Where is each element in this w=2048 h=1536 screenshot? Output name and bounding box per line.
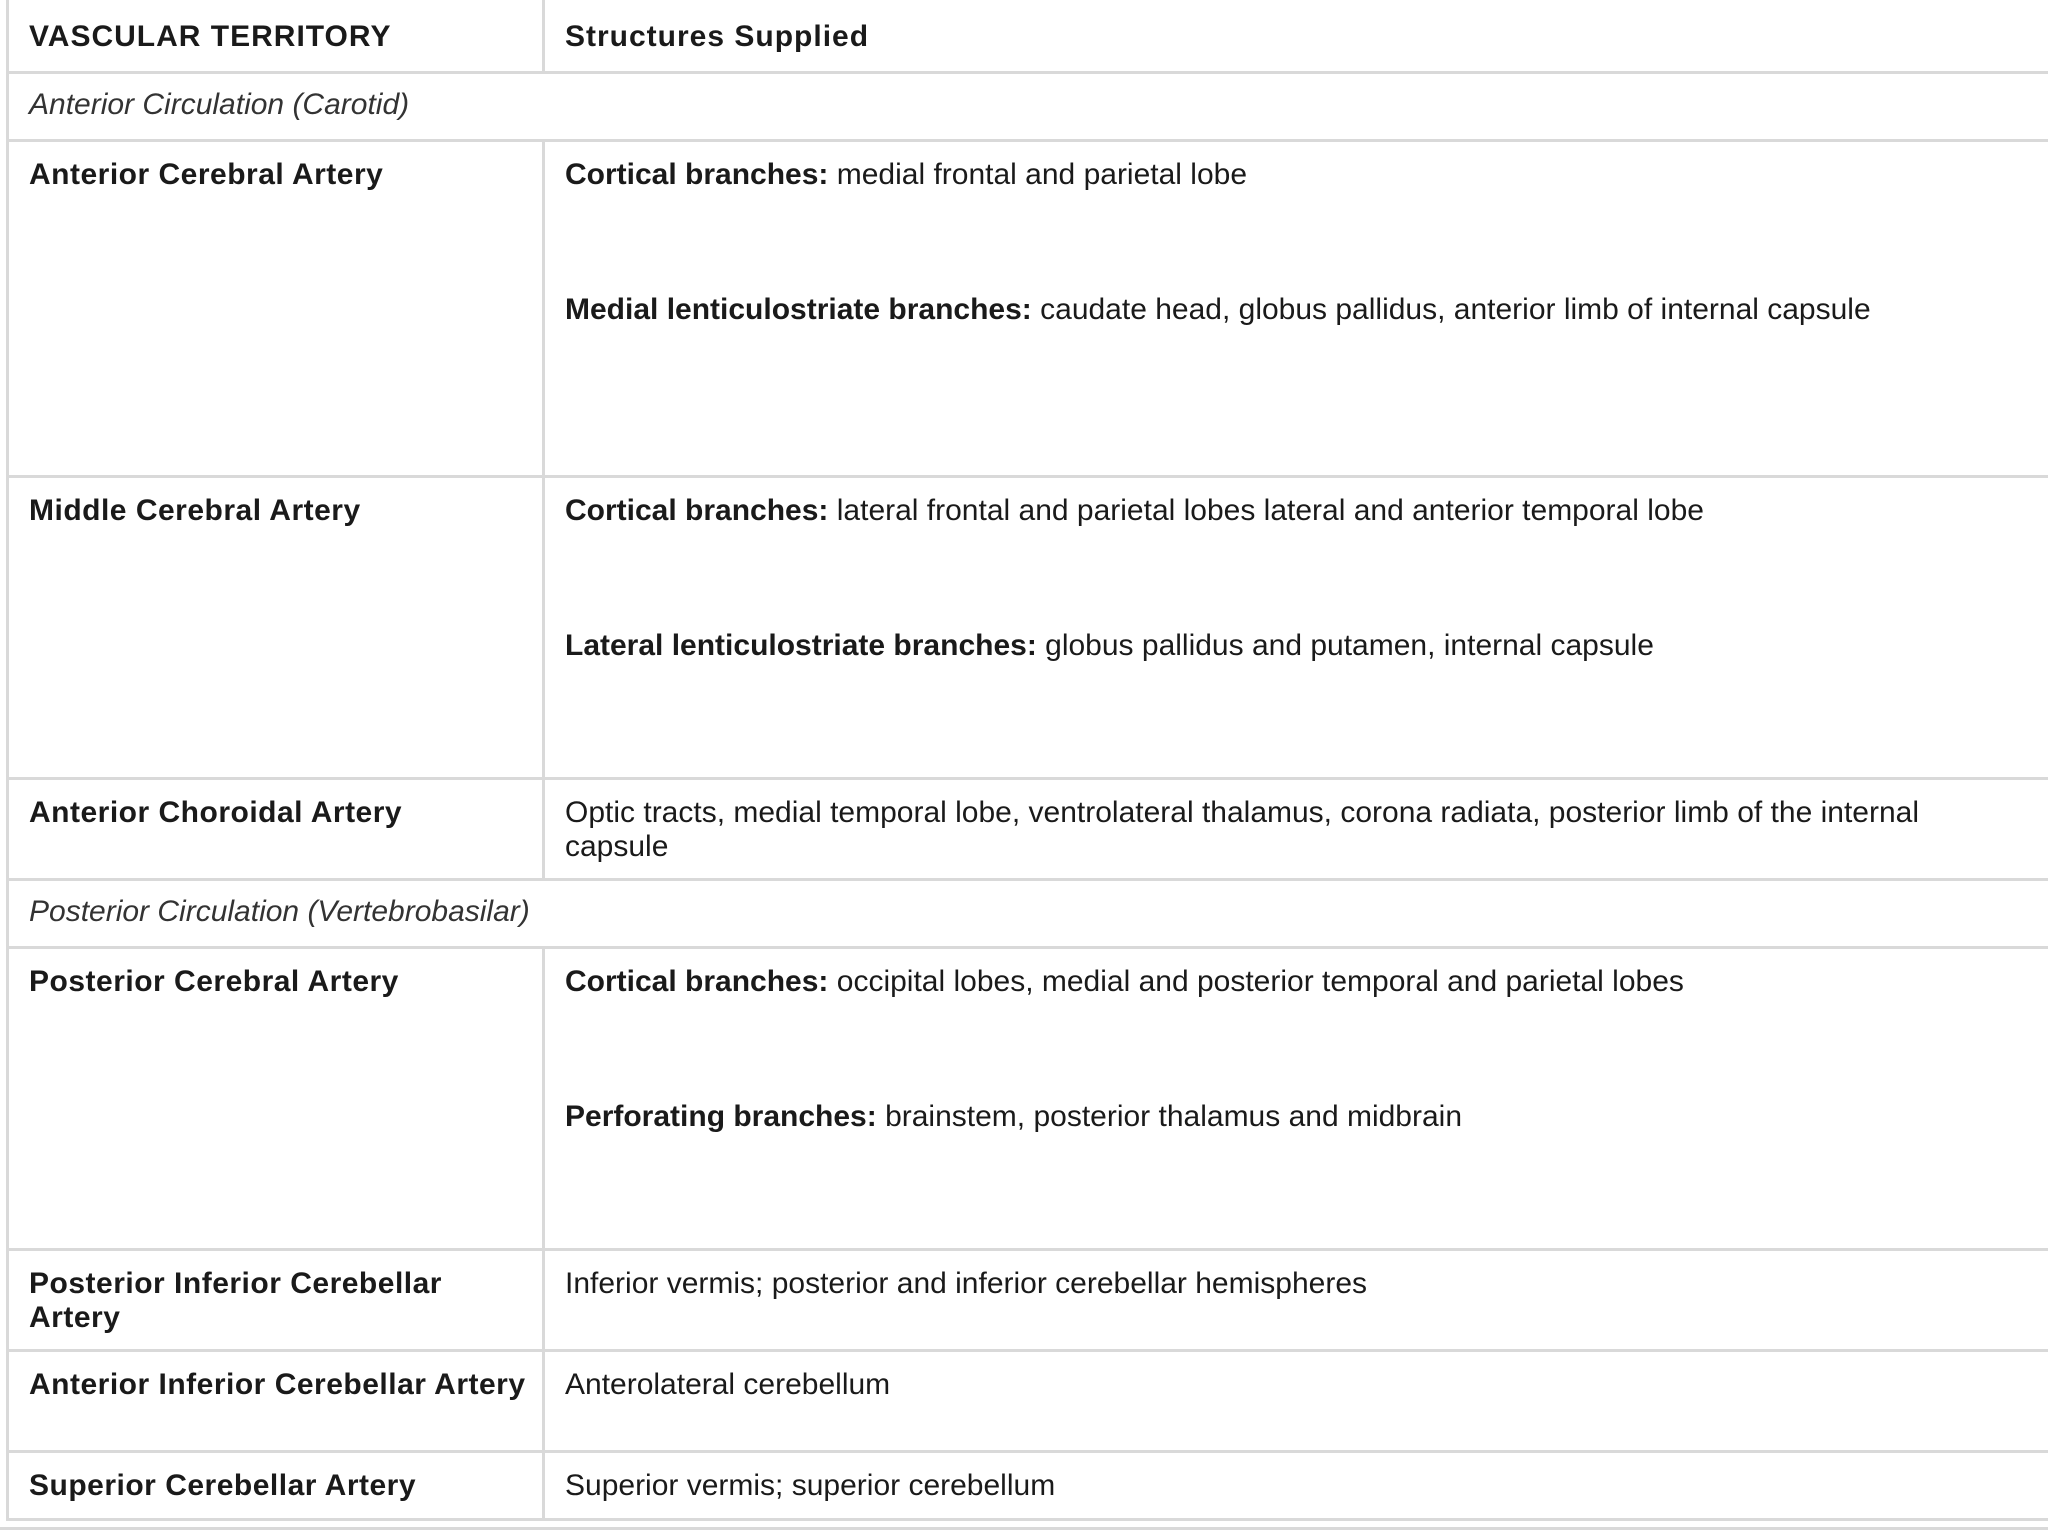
structure-label: Cortical branches: [565, 964, 829, 998]
structure-text: caudate head, globus pallidus, anterior limb of internal capsule [1031, 292, 1871, 326]
table-row [8, 947, 2048, 1249]
artery-name: Anterior Inferior Cerebellar Artery [8, 1350, 544, 1451]
vascular-territory-table-sheet [6, 0, 2048, 1530]
artery-name: Posterior Cerebral Artery [8, 947, 544, 1249]
structure-text: lateral frontal and parietal lobes lateral and anterior temporal lobe [828, 493, 1704, 527]
structure-label: Cortical branches: [565, 493, 829, 527]
structure-item [565, 1100, 2028, 1134]
structure-label: Lateral lenticulostriate branches: [565, 628, 1037, 662]
structure-item [565, 158, 2028, 192]
structures-cell [544, 140, 2048, 476]
table-row [8, 778, 2048, 879]
header-structures-supplied: Structures Supplied [544, 0, 2048, 72]
structures-cell [544, 1451, 2048, 1519]
structures-cell [544, 947, 2048, 1249]
structures-cell [544, 476, 2048, 778]
table-row [8, 1350, 2048, 1451]
structure-label: Perforating branches: [565, 1099, 877, 1133]
artery-name: Superior Cerebellar Artery [8, 1451, 544, 1519]
structure-label: Cortical branches: [565, 157, 829, 191]
header-vascular-territory: VASCULAR TERRITORY [8, 0, 544, 72]
artery-name: Anterior Cerebral Artery [8, 140, 544, 476]
artery-name: Anterior Choroidal Artery [8, 778, 544, 879]
vascular-territory-table [6, 0, 2048, 1521]
structures-cell [544, 1350, 2048, 1451]
structure-item [565, 796, 2028, 864]
section-row-anterior [8, 72, 2048, 140]
structure-item [565, 293, 2028, 327]
structures-cell [544, 778, 2048, 879]
structures-cell [544, 1249, 2048, 1350]
structure-item [565, 1267, 2028, 1301]
structure-item [565, 1368, 2028, 1402]
table-row [8, 1249, 2048, 1350]
structure-text: brainstem, posterior thalamus and midbrain [876, 1099, 1463, 1133]
section-title-posterior-circulation: Posterior Circulation (Vertebrobasilar) [8, 879, 2048, 947]
structure-text: Optic tracts, medial temporal lobe, ventrolateral thalamus, corona radiata, posterior limb of the internal capsule [565, 795, 1919, 863]
structure-item [565, 1469, 2028, 1503]
table-row [8, 140, 2048, 476]
structure-item [565, 629, 2028, 663]
structure-text: Inferior vermis; posterior and inferior cerebellar hemispheres [565, 1266, 1368, 1300]
structure-item [565, 965, 2028, 999]
structure-text: Anterolateral cerebellum [565, 1367, 891, 1401]
structure-text: globus pallidus and putamen, internal capsule [1036, 628, 1654, 662]
section-row-posterior [8, 879, 2048, 947]
structure-text: occipital lobes, medial and posterior temporal and parietal lobes [828, 964, 1684, 998]
table-header-row [8, 0, 2048, 72]
section-title-anterior-circulation: Anterior Circulation (Carotid) [8, 72, 2048, 140]
table-bottom-border [0, 1527, 2048, 1530]
structure-text: medial frontal and parietal lobe [828, 157, 1248, 191]
artery-name: Posterior Inferior Cerebellar Artery [8, 1249, 544, 1350]
structure-item [565, 494, 2028, 528]
artery-name: Middle Cerebral Artery [8, 476, 544, 778]
table-row [8, 1451, 2048, 1519]
structure-label: Medial lenticulostriate branches: [565, 292, 1032, 326]
structure-text: Superior vermis; superior cerebellum [565, 1468, 1056, 1502]
table-row [8, 476, 2048, 778]
